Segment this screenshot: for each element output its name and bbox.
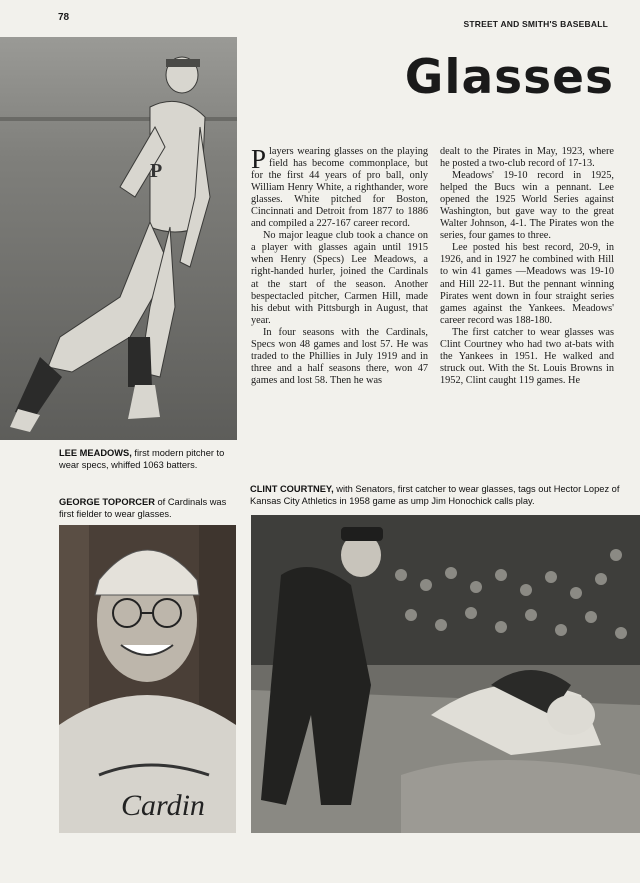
caption-lee-meadows: [59, 447, 239, 471]
caption-george-toporcer: [59, 496, 239, 520]
photo-lee-meadows: [0, 37, 237, 440]
article-column-1: [251, 146, 428, 387]
running-head: STREET AND SMITH'S BASEBALL: [463, 19, 608, 29]
caption-text: first modern pitcher to wear specs, whiffed 1063 batters.: [59, 448, 225, 470]
article-paragraph: No major league club took a chance on a player with glasses again until 1915 when Henry (Specs) Lee Meadows, a right-handed hurler, joined the Cardinals at the start of the season. Another bespectacled pitcher, Carmen Hill, made his debut with Pittsburgh in August, that year.: [251, 230, 428, 326]
caption-text: of Cardinals was first fielder to wear glasses.: [59, 497, 227, 519]
page-number: 78: [58, 12, 70, 23]
caption-lead: LEE MEADOWS,: [59, 448, 132, 458]
photo-george-toporcer: [59, 525, 236, 833]
article-paragraph: Players wearing glasses on the playing field has become commonplace, but for the first 44 years of pro ball, only William Henry White, a righthander, wore glasses. White pitched for Boston, Cincinnati and Detroit from 1877 to 1886 and compiled a 227-167 career record.: [251, 144, 428, 230]
caption-text: with Senators, first catcher to wear glasses, tags out Hector Lopez of Kansas City Athletics in 1958 game as ump Jim Honochick calls play.: [250, 484, 620, 506]
jersey-letter: P: [150, 160, 163, 182]
caption-lead: GEORGE TOPORCER: [59, 497, 155, 507]
jersey-text: Cardin: [121, 789, 205, 822]
headline: Glasses: [404, 50, 614, 105]
article-paragraph: In four seasons with the Cardinals, Specs won 48 games and lost 57. He was traded to the Phillies in July 1919 and in three and a half seasons there, won 47 games and lost 58. Then he was: [251, 326, 428, 386]
photo-clint-courtney-play: [251, 515, 640, 833]
article-paragraph: The first catcher to wear glasses was Clint Courtney who had two at-bats with the Yankees in 1951. He walked and struck out. With the St. Louis Browns in 1952, Clint caught 119 games. He: [440, 326, 614, 386]
caption-clint-courtney: [250, 483, 622, 507]
article-paragraph: dealt to the Pirates in May, 1923, where he posted a two-club record of 17-13.: [440, 146, 614, 170]
drop-cap: P: [251, 144, 267, 174]
article-paragraph: Lee posted his best record, 20-9, in 1926, and in 1927 he combined with Hill to win 41 games —Meadows was 19-10 and Hill 22-11. But the pennant winning Pirates went down in four straight series games against the Yankees. Meadows' career record was 188-180.: [440, 242, 614, 326]
caption-lead: CLINT COURTNEY,: [250, 484, 334, 494]
article-paragraph: Meadows' 19-10 record in 1925, helped the Bucs win a pennant. Lee opened the 1925 World Series against Washington, but gave way to the great Walter Johnson, 4-1. The Pirates won the series, four games to three.: [440, 170, 614, 242]
article-column-2: [440, 146, 614, 387]
